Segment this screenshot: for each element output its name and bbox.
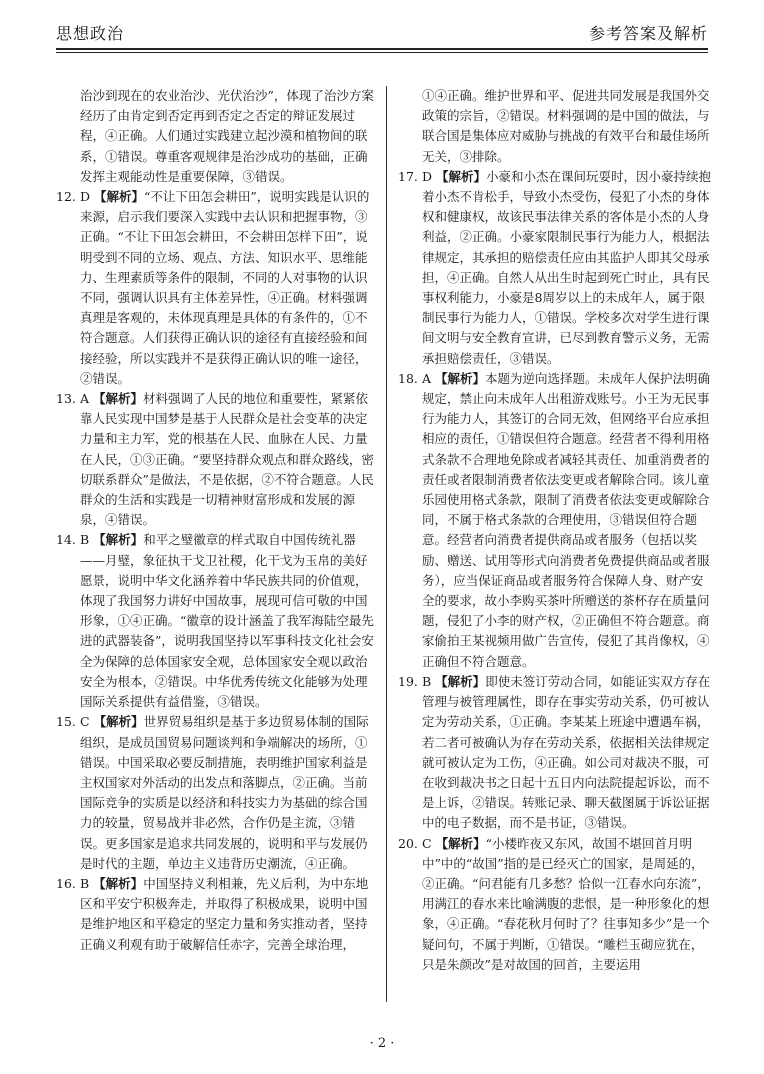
analysis-tag: 【解析】 xyxy=(435,673,486,689)
answer-letter: A xyxy=(80,391,90,407)
answer-letter: A xyxy=(422,370,432,386)
answer-letter: B xyxy=(422,673,432,689)
section-title: 参考答案及解析 xyxy=(588,24,708,43)
answer-item-14 xyxy=(56,530,376,712)
header-rule-thin xyxy=(56,52,708,53)
answer-item-16 xyxy=(56,874,376,955)
answer-text: 中国坚持义利相兼，先义后利，为中东地区和平安宁积极奔走，并取得了积极成果，说明中国是维护地区和平稳定的坚定力量和务实推动者，坚持正确义利观有助于破解信任赤字，完善全球治理， xyxy=(80,875,369,952)
answer-item-20 xyxy=(398,834,714,975)
answer-item-18 xyxy=(398,369,714,672)
header-rule-thick xyxy=(56,48,708,50)
answer-item-13 xyxy=(56,389,376,530)
analysis-tag: 【解析】 xyxy=(436,168,487,184)
answer-text: 材料强调了人民的地位和重要性，紧紧依靠人民实现中国梦是基于人民群众是社会变革的决定力量和主力军，党的根基在人民、血脉在人民、力量在人民，①③正确。“要坚持群众观点和群众路线，密切联系群众”是做法，不是依据，②不符合题意。人民群众的生活和实践是一切精神财富形成和发展的源泉，④错误。 xyxy=(80,391,374,528)
question-number: 18. xyxy=(398,370,418,386)
subject-title: 思想政治 xyxy=(56,24,125,43)
question-number: 13. xyxy=(56,391,76,407)
answer-item xyxy=(56,86,376,187)
question-number: 17. xyxy=(398,168,418,184)
analysis-tag: 【解析】 xyxy=(93,391,144,407)
question-number: 20. xyxy=(398,835,418,851)
answer-text: “小楼昨夜又东风，故国不堪回首月明中”中的“故国”指的是已经灭亡的国家，是周延的，②正确。“问君能有几多愁？恰似一江春水向东流”，用满江的春水来比喻满腹的悲恨，是一种形象化的想象，④正确。“春花秋月何时了？往事知多少”是一个疑问句，不属于判断，①错误。“雕栏玉砌应犹在，只是朱颜改”是对故国的回首，主要运用 xyxy=(422,835,710,972)
question-number: 15. xyxy=(56,714,76,730)
answer-letter: D xyxy=(422,168,433,184)
column-divider xyxy=(386,86,387,1002)
left-column xyxy=(56,86,376,955)
analysis-tag: 【解析】 xyxy=(435,370,486,386)
question-number: 14. xyxy=(56,532,76,548)
answer-item-15 xyxy=(56,712,376,874)
analysis-tag: 【解析】 xyxy=(93,714,144,730)
analysis-tag: 【解析】 xyxy=(435,835,486,851)
answer-letter: B xyxy=(80,532,90,548)
answer-text: 本题为逆向选择题。未成年人保护法明确规定，禁止向未成年人出租游戏账号。小王为无民事行为能力人，其签订的合同无效，但网络平台应承担相应的责任，①错误但符合题意。经营者不得利用格式条款不合理地免除或者减轻其责任、加重消费者的责任或者限制消费者依法变更或者解除合同。该儿童乐园使用格式条款，限制了消费者依法变更或解除合同，不属于格式条款的合理使用，③错误但符合题意。经营者向消费者提供商品或者服务（包括以奖励、赠送、试用等形式向消费者免费提供商品或者服务），应当保证商品或者服务符合保障人身、财产安全的要求，故小李购买茶叶所赠送的茶杯存在质量问题，侵犯了小李的财产权，②正确但不符合题意。商家偷拍王某视频用做广告宣传，侵犯了其肖像权，④正确但不符合题意。 xyxy=(422,370,711,669)
answer-text: ①④正确。维护世界和平、促进共同发展是我国外交政策的宗旨，②错误。材料强调的是中国的做法，与联合国是集体应对威胁与挑战的有效平台和最佳场所无关，③排除。 xyxy=(422,88,710,164)
analysis-tag: 【解析】 xyxy=(93,532,144,548)
question-number: 19. xyxy=(398,673,418,689)
page-number: · 2 · xyxy=(369,1036,395,1051)
question-number: 16. xyxy=(56,875,76,891)
answer-text: “不让下田怎会耕田”，说明实践是认识的来源，启示我们要深入实践中去认识和把握事物，③正确。“不让下田怎会耕田，不会耕田怎样下田”，说明受到不同的立场、观点、方法、知识水平、思维能力、生理素质等条件的限制，不同的人对事物的认识不同，强调认识具有主体差异性，④正确。材料强调真理是客观的，未体现真理是具体的有条件的，①不符合题意。人们获得正确认识的途径有直接经验和间接经验，所以实践并不是获得正确认识的唯一途径，②错误。 xyxy=(80,189,370,386)
analysis-tag: 【解析】 xyxy=(93,875,144,891)
answer-item xyxy=(398,86,714,167)
answer-text: 和平之璧徽章的样式取自中国传统礼器——月璧，象征执干戈卫社稷，化干戈为玉帛的美好愿景，说明中华文化涵养着中华民族共同的价值观，体现了我国努力讲好中国故事，展现可信可敬的中国形象，①④正确。“徽章的设计涵盖了我军海陆空最先进的武器装备”，说明我国坚持以军事科技文化社会安全为保障的总体国家安全观，总体国家安全观以政治安全为根本，②错误。中华优秀传统文化能够为处理国际关系提供有益借鉴，③错误。 xyxy=(80,532,374,710)
answer-item-17 xyxy=(398,167,714,369)
answer-item-12 xyxy=(56,187,376,389)
answer-letter: D xyxy=(80,189,91,205)
page-header xyxy=(56,20,708,46)
answer-letter: C xyxy=(422,835,432,851)
answer-letter: C xyxy=(80,714,90,730)
answer-letter: B xyxy=(80,875,90,891)
answer-text: 治沙到现在的农业治沙、光伏治沙”，体现了治沙方案经历了由肯定到否定再到否定之否定的辩证发展过程，④正确。人们通过实践建立起沙漠和植物间的联系，①错误。尊重客观规律是治沙成功的基础，正确发挥主观能动性是重要保障，③错误。 xyxy=(80,88,374,184)
answer-text: 小豪和小杰在课间玩耍时，因小豪持续抱着小杰不肯松手，导致小杰受伤，侵犯了小杰的身体权和健康权，故该民事法律关系的客体是小杰的人身利益，②正确。小豪家限制民事行为能力人，根据法律规定，其承担的赔偿责任应由其监护人即其父母承担，④正确。自然人从出生时起到死亡时止，具有民事权利能力，小豪是8周岁以上的未成年人，属于限制民事行为能力人，①错误。学校多次对学生进行课间文明与安全教育宣讲，已尽到教育警示义务，无需承担赔偿责任，③错误。 xyxy=(422,168,712,366)
question-number: 12. xyxy=(56,189,76,205)
answer-item-19 xyxy=(398,672,714,834)
answer-text: 即使未签订劳动合同，如能证实双方存在管理与被管理属性，即存在事实劳动关系，仍可被认定为劳动关系，①正确。李某某上班途中遭遇车祸，若二者可被确认为存在劳动关系，依据相关法律规定就可被认定为工伤，④正确。如公司对裁决不服，可在收到裁决书之日起十五日内向法院提起诉讼，而不是上诉，②错误。转账记录、聊天截图属于诉讼证据中的电子数据，而不是书证，③错误。 xyxy=(422,673,711,831)
answer-text: 世界贸易组织是基于多边贸易体制的国际组织，是成员国贸易问题谈判和争端解决的场所，①错误。中国采取必要反制措施，表明维护国家利益是主权国家对外活动的出发点和落脚点，②正确。当前国际竞争的实质是以经济和科技实力为基础的综合国力的较量，贸易战并非必然，合作仍是主流，③错误。更多国家是追求共同发展的，说明和平与发展仍是时代的主题，单边主义违背历史潮流，④正确。 xyxy=(80,714,369,871)
analysis-tag: 【解析】 xyxy=(94,189,145,205)
right-column xyxy=(398,86,714,975)
